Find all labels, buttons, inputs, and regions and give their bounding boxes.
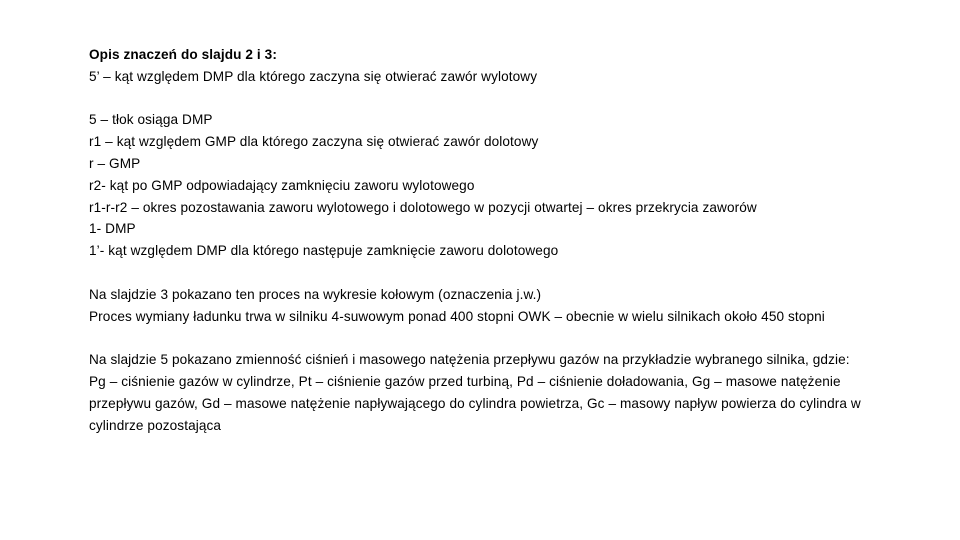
definition-line: r1-r-r2 – okres pozostawania zaworu wylotowego i dolotowego w pozycji otwartej – okres przekrycia zaworów — [89, 199, 757, 215]
spacer — [89, 327, 904, 349]
slide5-description: Na slajdzie 5 pokazano zmienność ciśnień i masowego natężenia przepływu gazów na przykładzie wybranego silnika, gdzie: — [89, 352, 850, 368]
definition-line: 1- DMP — [89, 221, 136, 237]
spacer — [89, 88, 904, 110]
spacer — [89, 262, 904, 284]
definition-line: r – GMP — [89, 155, 141, 171]
process-duration-paragraph: Proces wymiany ładunku trwa w silniku 4-suwowym ponad 400 stopni OWK – obecnie w wielu silnikach około 450 stopni — [89, 308, 825, 324]
definition-line: r1 – kąt względem GMP dla którego zaczyna się otwierać zawór dolotowy — [89, 134, 539, 150]
symbols-paragraph: Pg – ciśnienie gazów w cylindrze, Pt – ciśnienie gazów przed turbiną, Pd – ciśnienie doładowania, Gg – masowe natężenie przepływu gazów, Gd – masowe natężenie napływającego do cylindra powietrza, Gc – masowy napływ powierza do cylindra w cylindrze pozostająca — [89, 373, 861, 433]
definition-line: 1’- kąt względem DMP dla którego następuje zamknięcie zaworu dolotowego — [89, 243, 559, 259]
definition-line: 5’ – kąt względem DMP dla którego zaczyna się otwierać zawór wylotowy — [89, 68, 538, 84]
slide-heading: Opis znaczeń do slajdu 2 i 3: — [89, 47, 277, 62]
definition-line: r2- kąt po GMP odpowiadający zamknięciu zaworu wylotowego — [89, 177, 475, 193]
slide-text-body — [89, 44, 904, 436]
definition-line: 5 – tłok osiąga DMP — [89, 112, 213, 128]
slide3-description: Na slajdzie 3 pokazano ten proces na wykresie kołowym (oznaczenia j.w.) — [89, 286, 542, 302]
